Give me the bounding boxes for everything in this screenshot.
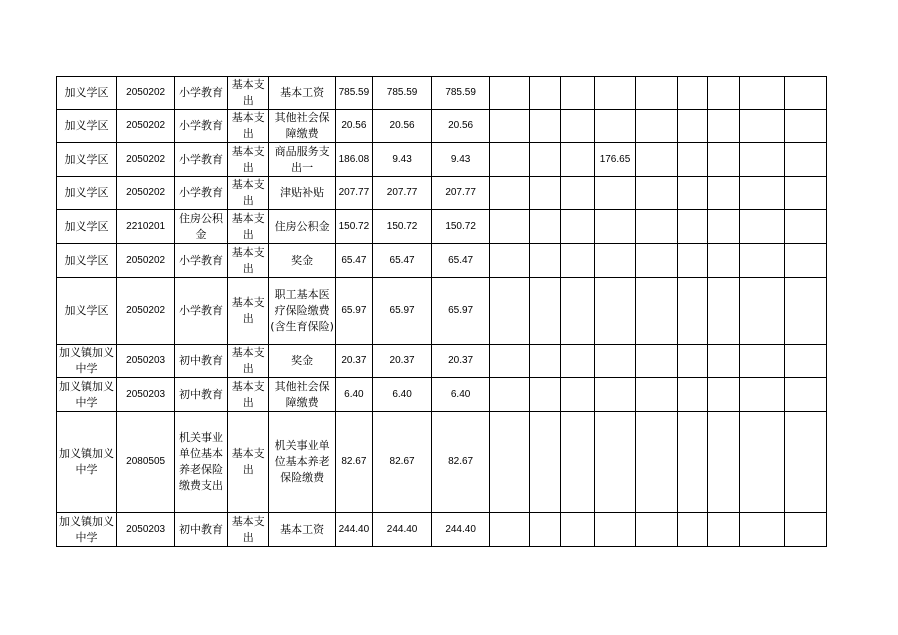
empty-cell: [785, 177, 827, 210]
basic-cell: 244.40: [432, 513, 490, 547]
code-cell: 2050203: [117, 345, 175, 378]
unit-cell: 加义镇加义中学: [57, 513, 117, 547]
subtotal-cell: 150.72: [373, 210, 432, 244]
subtotal-cell: 6.40: [373, 378, 432, 412]
unit-cell: 加义学区: [57, 244, 117, 278]
empty-cell: [707, 210, 739, 244]
budget-table: [56, 76, 827, 547]
empty-cell: [560, 278, 594, 345]
empty-cell: [636, 345, 677, 378]
basic-cell: 65.47: [432, 244, 490, 278]
basic-cell: 82.67: [432, 412, 490, 513]
extra-cell: [594, 244, 635, 278]
table-row: [57, 244, 827, 278]
type-cell: 基本支出: [227, 143, 268, 177]
code-cell: 2050202: [117, 244, 175, 278]
empty-cell: [677, 210, 707, 244]
code-cell: 2050202: [117, 177, 175, 210]
total-cell: 207.77: [335, 177, 372, 210]
code-cell: 2050203: [117, 378, 175, 412]
basic-cell: 207.77: [432, 177, 490, 210]
empty-cell: [707, 110, 739, 143]
empty-cell: [636, 278, 677, 345]
empty-cell: [490, 513, 529, 547]
empty-cell: [490, 278, 529, 345]
item-cell: 机关事业单位基本养老保险缴费: [269, 412, 335, 513]
empty-cell: [529, 378, 560, 412]
table-row: [57, 345, 827, 378]
item-cell: 奖金: [269, 345, 335, 378]
empty-cell: [529, 177, 560, 210]
empty-cell: [560, 210, 594, 244]
empty-cell: [707, 278, 739, 345]
category-cell: 初中教育: [175, 345, 228, 378]
empty-cell: [677, 278, 707, 345]
empty-cell: [739, 244, 785, 278]
empty-cell: [739, 345, 785, 378]
subtotal-cell: 65.47: [373, 244, 432, 278]
empty-cell: [560, 143, 594, 177]
empty-cell: [739, 210, 785, 244]
category-cell: 小学教育: [175, 143, 228, 177]
empty-cell: [529, 77, 560, 110]
subtotal-cell: 785.59: [373, 77, 432, 110]
total-cell: 20.56: [335, 110, 372, 143]
table-row: [57, 278, 827, 345]
extra-cell: [594, 278, 635, 345]
empty-cell: [785, 77, 827, 110]
type-cell: 基本支出: [227, 378, 268, 412]
empty-cell: [490, 412, 529, 513]
code-cell: 2050202: [117, 77, 175, 110]
code-cell: 2050203: [117, 513, 175, 547]
subtotal-cell: 244.40: [373, 513, 432, 547]
type-cell: 基本支出: [227, 77, 268, 110]
empty-cell: [529, 345, 560, 378]
basic-cell: 20.56: [432, 110, 490, 143]
empty-cell: [560, 513, 594, 547]
empty-cell: [707, 378, 739, 412]
type-cell: 基本支出: [227, 513, 268, 547]
basic-cell: 65.97: [432, 278, 490, 345]
table-row: [57, 210, 827, 244]
empty-cell: [677, 412, 707, 513]
empty-cell: [785, 378, 827, 412]
subtotal-cell: 65.97: [373, 278, 432, 345]
total-cell: 82.67: [335, 412, 372, 513]
empty-cell: [490, 177, 529, 210]
empty-cell: [490, 77, 529, 110]
empty-cell: [490, 210, 529, 244]
basic-cell: 6.40: [432, 378, 490, 412]
empty-cell: [529, 210, 560, 244]
empty-cell: [785, 345, 827, 378]
empty-cell: [707, 143, 739, 177]
empty-cell: [785, 210, 827, 244]
extra-cell: [594, 378, 635, 412]
extra-cell: [594, 412, 635, 513]
empty-cell: [529, 513, 560, 547]
empty-cell: [707, 345, 739, 378]
empty-cell: [785, 110, 827, 143]
item-cell: 住房公积金: [269, 210, 335, 244]
empty-cell: [739, 143, 785, 177]
type-cell: 基本支出: [227, 278, 268, 345]
empty-cell: [560, 244, 594, 278]
table-body: [57, 77, 827, 547]
unit-cell: 加义镇加义中学: [57, 378, 117, 412]
empty-cell: [560, 110, 594, 143]
table-row: [57, 143, 827, 177]
type-cell: 基本支出: [227, 244, 268, 278]
total-cell: 150.72: [335, 210, 372, 244]
empty-cell: [739, 378, 785, 412]
empty-cell: [739, 412, 785, 513]
empty-cell: [739, 77, 785, 110]
empty-cell: [677, 77, 707, 110]
type-cell: 基本支出: [227, 412, 268, 513]
empty-cell: [636, 110, 677, 143]
basic-cell: 20.37: [432, 345, 490, 378]
total-cell: 244.40: [335, 513, 372, 547]
category-cell: 初中教育: [175, 378, 228, 412]
empty-cell: [560, 378, 594, 412]
category-cell: 小学教育: [175, 244, 228, 278]
extra-cell: [594, 210, 635, 244]
empty-cell: [739, 513, 785, 547]
basic-cell: 9.43: [432, 143, 490, 177]
empty-cell: [707, 244, 739, 278]
empty-cell: [677, 345, 707, 378]
unit-cell: 加义学区: [57, 143, 117, 177]
unit-cell: 加义镇加义中学: [57, 345, 117, 378]
type-cell: 基本支出: [227, 210, 268, 244]
total-cell: 6.40: [335, 378, 372, 412]
empty-cell: [785, 244, 827, 278]
unit-cell: 加义学区: [57, 210, 117, 244]
empty-cell: [560, 412, 594, 513]
empty-cell: [677, 378, 707, 412]
empty-cell: [677, 244, 707, 278]
subtotal-cell: 9.43: [373, 143, 432, 177]
empty-cell: [785, 412, 827, 513]
code-cell: 2080505: [117, 412, 175, 513]
empty-cell: [707, 513, 739, 547]
item-cell: 基本工资: [269, 77, 335, 110]
empty-cell: [529, 110, 560, 143]
empty-cell: [636, 177, 677, 210]
category-cell: 初中教育: [175, 513, 228, 547]
item-cell: 商品服务支出一: [269, 143, 335, 177]
table-row: [57, 110, 827, 143]
category-cell: 小学教育: [175, 110, 228, 143]
empty-cell: [490, 244, 529, 278]
empty-cell: [636, 513, 677, 547]
basic-cell: 150.72: [432, 210, 490, 244]
item-cell: 职工基本医疗保险缴费(含生育保险): [269, 278, 335, 345]
code-cell: 2050202: [117, 110, 175, 143]
category-cell: 住房公积金: [175, 210, 228, 244]
extra-cell: [594, 177, 635, 210]
total-cell: 186.08: [335, 143, 372, 177]
empty-cell: [707, 77, 739, 110]
type-cell: 基本支出: [227, 110, 268, 143]
extra-cell: [594, 513, 635, 547]
extra-cell: [594, 77, 635, 110]
empty-cell: [636, 378, 677, 412]
empty-cell: [677, 177, 707, 210]
empty-cell: [739, 177, 785, 210]
category-cell: 机关事业单位基本养老保险缴费支出: [175, 412, 228, 513]
empty-cell: [560, 77, 594, 110]
empty-cell: [785, 143, 827, 177]
empty-cell: [636, 210, 677, 244]
empty-cell: [490, 378, 529, 412]
empty-cell: [677, 110, 707, 143]
empty-cell: [785, 513, 827, 547]
empty-cell: [529, 244, 560, 278]
category-cell: 小学教育: [175, 177, 228, 210]
empty-cell: [636, 77, 677, 110]
empty-cell: [636, 244, 677, 278]
category-cell: 小学教育: [175, 278, 228, 345]
subtotal-cell: 82.67: [373, 412, 432, 513]
type-cell: 基本支出: [227, 345, 268, 378]
empty-cell: [529, 278, 560, 345]
empty-cell: [560, 177, 594, 210]
table-row: [57, 177, 827, 210]
empty-cell: [707, 412, 739, 513]
unit-cell: 加义学区: [57, 177, 117, 210]
basic-cell: 785.59: [432, 77, 490, 110]
empty-cell: [785, 278, 827, 345]
item-cell: 其他社会保障缴费: [269, 110, 335, 143]
extra-cell: 176.65: [594, 143, 635, 177]
empty-cell: [636, 143, 677, 177]
empty-cell: [490, 110, 529, 143]
type-cell: 基本支出: [227, 177, 268, 210]
unit-cell: 加义学区: [57, 77, 117, 110]
subtotal-cell: 20.56: [373, 110, 432, 143]
total-cell: 65.47: [335, 244, 372, 278]
total-cell: 785.59: [335, 77, 372, 110]
table-row: [57, 378, 827, 412]
subtotal-cell: 207.77: [373, 177, 432, 210]
empty-cell: [677, 513, 707, 547]
empty-cell: [490, 143, 529, 177]
code-cell: 2050202: [117, 143, 175, 177]
code-cell: 2050202: [117, 278, 175, 345]
table-row: [57, 513, 827, 547]
empty-cell: [529, 143, 560, 177]
subtotal-cell: 20.37: [373, 345, 432, 378]
total-cell: 65.97: [335, 278, 372, 345]
empty-cell: [636, 412, 677, 513]
code-cell: 2210201: [117, 210, 175, 244]
empty-cell: [707, 177, 739, 210]
empty-cell: [677, 143, 707, 177]
extra-cell: [594, 110, 635, 143]
total-cell: 20.37: [335, 345, 372, 378]
category-cell: 小学教育: [175, 77, 228, 110]
empty-cell: [560, 345, 594, 378]
item-cell: 其他社会保障缴费: [269, 378, 335, 412]
item-cell: 奖金: [269, 244, 335, 278]
extra-cell: [594, 345, 635, 378]
empty-cell: [739, 110, 785, 143]
item-cell: 基本工资: [269, 513, 335, 547]
unit-cell: 加义学区: [57, 278, 117, 345]
table-row: [57, 77, 827, 110]
empty-cell: [529, 412, 560, 513]
empty-cell: [739, 278, 785, 345]
empty-cell: [490, 345, 529, 378]
unit-cell: 加义学区: [57, 110, 117, 143]
unit-cell: 加义镇加义中学: [57, 412, 117, 513]
table-row: [57, 412, 827, 513]
item-cell: 津贴补贴: [269, 177, 335, 210]
